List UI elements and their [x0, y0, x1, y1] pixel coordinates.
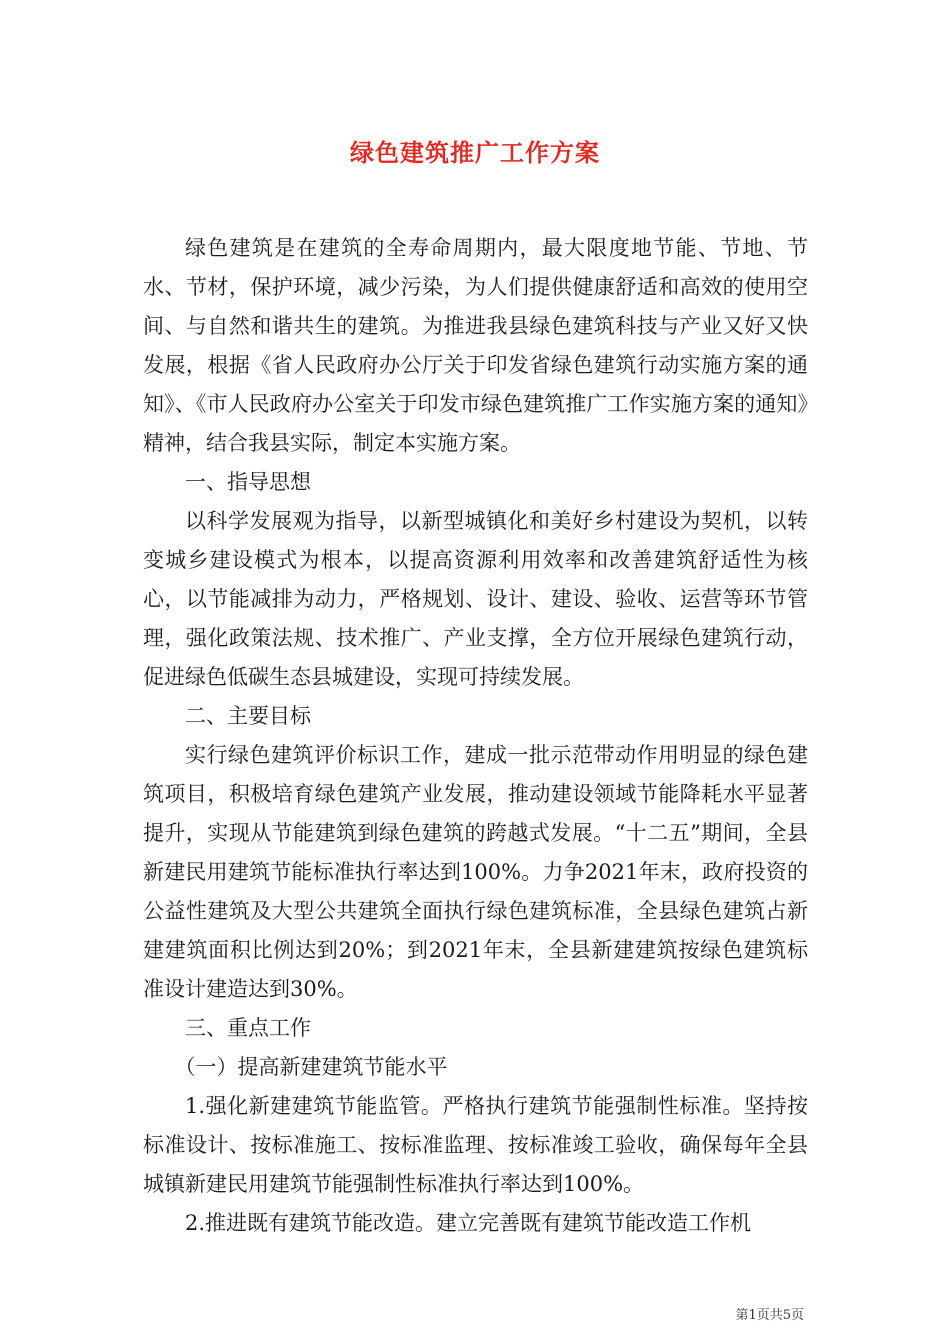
guiding-ideology-paragraph: 以科学发展观为指导，以新型城镇化和美好乡村建设为契机，以转变城乡建设模式为根本，以提高资源利用效率和改善建筑舒适性为核心，以节能减排为动力，严格规划、设计、建设、验收、运营等环节管理，强化政策法规、技术推广、产业支撑，全方位开展绿色建筑行动，促进绿色低碳生态县城建设，实现可持续发展。 — [143, 509, 808, 689]
subsection-heading-new-buildings: （一）提高新建建筑节能水平 — [174, 1055, 448, 1079]
section-heading-key-work: 三、重点工作 — [185, 1016, 311, 1040]
document-body — [143, 229, 808, 1243]
section-heading-guiding-ideology: 一、指导思想 — [185, 470, 311, 494]
item-1-paragraph: 1.强化新建建筑节能监管。严格执行建筑节能强制性标准。坚持按标准设计、按标准施工、按标准监理、按标准竣工验收，确保每年全县城镇新建民用建筑节能强制性标准执行率达到100%。 — [143, 1094, 808, 1196]
document-title: 绿色建筑推广工作方案 — [350, 138, 600, 167]
page-indicator: 第1页共5页 — [735, 1308, 804, 1323]
item-2-paragraph: 2.推进既有建筑节能改造。建立完善既有建筑节能改造工作机 — [185, 1211, 752, 1235]
main-goals-paragraph: 实行绿色建筑评价标识工作，建成一批示范带动作用明显的绿色建筑项目，积极培育绿色建筑产业发展，推动建设领域节能降耗水平显著提升，实现从节能建筑到绿色建筑的跨越式发展。“十二五”期间，全县新建民用建筑节能标准执行率达到100%。力争2021年末，政府投资的公益性建筑及大型公共建筑全面执行绿色建筑标准，全县绿色建筑占新建建筑面积比例达到20%；到2021年末，全县新建建筑按绿色建筑标准设计建造达到30%。 — [143, 743, 808, 1001]
intro-paragraph: 绿色建筑是在建筑的全寿命周期内，最大限度地节能、节地、节水、节材，保护环境，减少污染，为人们提供健康舒适和高效的使用空间、与自然和谐共生的建筑。为推进我县绿色建筑科技与产业又好又快发展，根据《省人民政府办公厅关于印发省绿色建筑行动实施方案的通知》、《市人民政府办公室关于印发市绿色建筑推广工作实施方案的通知》精神，结合我县实际，制定本实施方案。 — [143, 236, 808, 455]
section-heading-main-goals: 二、主要目标 — [185, 704, 311, 728]
